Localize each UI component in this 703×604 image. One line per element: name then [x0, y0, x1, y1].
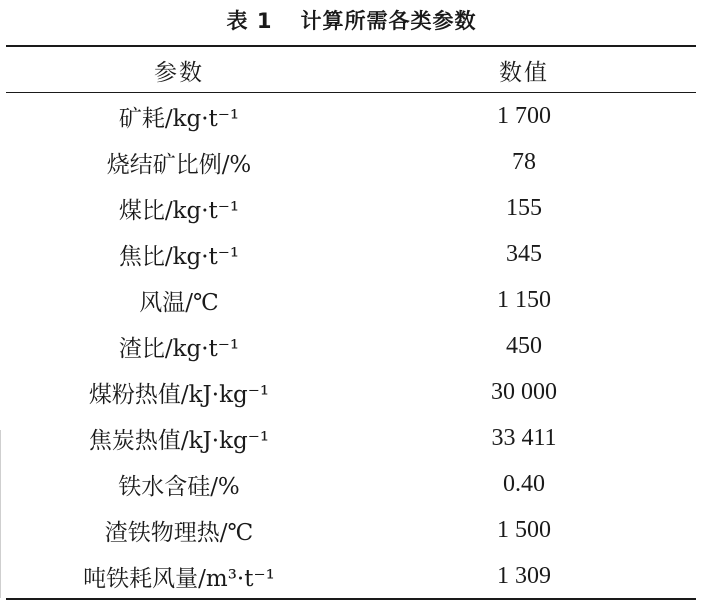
param-cell: 烧结矿比例/% [106, 151, 252, 178]
param-cell: 风温/℃ [139, 289, 219, 316]
table-caption [0, 6, 703, 36]
param-cell: 矿耗/kg·t⁻¹ [118, 105, 240, 132]
param-cell: 焦炭热值/kJ·kg⁻¹ [88, 427, 270, 454]
table-row [6, 507, 696, 553]
value-cell: 1 700 [497, 102, 551, 129]
table-row [6, 231, 696, 277]
param-cell: 渣铁物理热/℃ [104, 519, 254, 546]
table-row [6, 461, 696, 507]
value-cell: 30 000 [491, 378, 557, 405]
table-row [6, 369, 696, 415]
value-cell: 33 411 [491, 424, 557, 451]
value-cell: 450 [506, 332, 542, 359]
table-row [6, 553, 696, 599]
param-cell: 焦比/kg·t⁻¹ [118, 243, 240, 270]
value-cell: 1 150 [497, 286, 551, 313]
table-header-row [6, 48, 696, 92]
top-rule [6, 45, 696, 47]
param-cell: 煤比/kg·t⁻¹ [118, 197, 240, 224]
table-title: 计算所需各类参数 [300, 9, 477, 33]
value-cell: 345 [506, 240, 542, 267]
table-row [6, 185, 696, 231]
value-cell: 78 [512, 148, 536, 175]
header-param: 参数 [154, 59, 204, 86]
table-row [6, 277, 696, 323]
page-edge-line [0, 430, 1, 598]
table-row [6, 93, 696, 139]
param-cell: 铁水含硅/% [118, 473, 240, 500]
bottom-rule [6, 598, 696, 600]
value-cell: 155 [506, 194, 542, 221]
value-cell: 1 309 [497, 562, 551, 589]
header-value: 数值 [499, 59, 549, 86]
value-cell: 0.40 [503, 470, 545, 497]
table-row [6, 139, 696, 185]
param-cell: 吨铁耗风量/m³·t⁻¹ [83, 565, 275, 592]
table-number: 表 1 [226, 9, 273, 33]
table-row [6, 323, 696, 369]
table-row [6, 415, 696, 461]
value-cell: 1 500 [497, 516, 551, 543]
param-cell: 煤粉热值/kJ·kg⁻¹ [88, 381, 270, 408]
param-cell: 渣比/kg·t⁻¹ [118, 335, 240, 362]
